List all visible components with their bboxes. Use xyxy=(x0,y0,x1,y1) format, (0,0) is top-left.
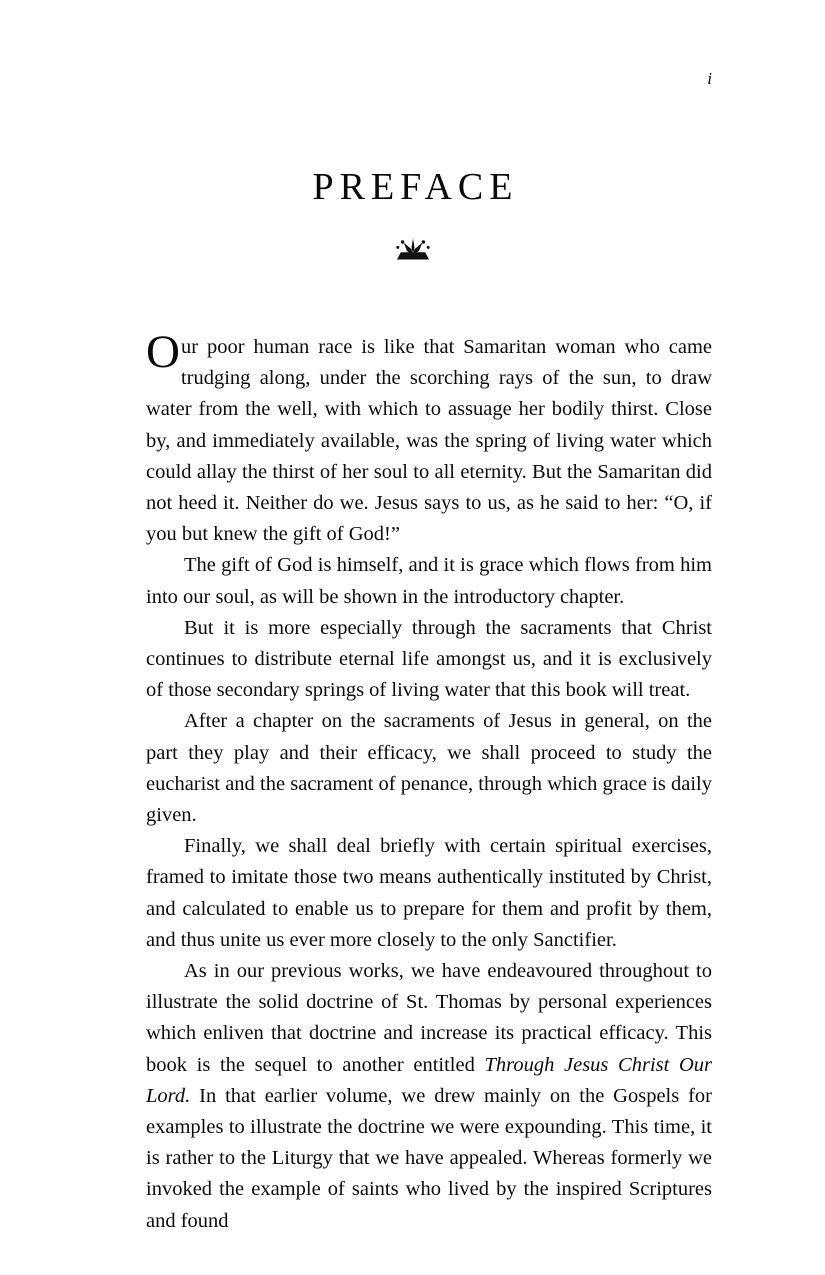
page-folio: i xyxy=(707,69,712,88)
paragraph-1 xyxy=(146,326,712,550)
page-title: PREFACE xyxy=(312,166,519,209)
paragraph-4: After a chapter on the sacraments of Jesus in general, on the part they play and their efficacy, we shall proceed to study the eucharist and the sacrament of penance, through which grace is daily given. xyxy=(146,710,712,827)
paragraph-6-text-after: In that earlier volume, we drew mainly on the Gospels for examples to illustrate the doctrine we were expounding. This time, it is rather to the Liturgy that we have appealed. Whereas formerly we invoked the example of saints who lived by the inspired Scriptures and found xyxy=(146,1084,712,1232)
drop-cap: O xyxy=(146,326,180,378)
paragraph-5: Finally, we shall deal briefly with certain spiritual exercises, framed to imitate those two means authentically instituted by Christ, and calculated to enable us to prepare for them and profit by them, and thus unite us ever more closely to the only Sanctifier. xyxy=(146,835,712,951)
paragraph-3: But it is more especially through the sacraments that Christ continues to distribute eternal life amongst us, and it is exclusively of those secondary springs of living water that this book will treat. xyxy=(146,616,712,702)
referenced-book-title: Through Jesus Christ Our Lord. xyxy=(146,1053,713,1107)
paragraph-1-text: ur poor human race is like that Samaritan woman who came trudging along, under the scorching rays of the sun, to draw water from the well, with which to assuage her bodily thirst. Close by, and immediately available, was the spring of living water which could allay the thirst of her soul to all eternity. But the Samaritan did not heed it. Neither do we. Jesus says to us, as he said to her: “O, if you but knew the gift of God!” xyxy=(146,336,712,546)
paragraph-6-text-before: As in our previous works, we have endeavoured throughout to illustrate the solid doctrine of St. Thomas by personal experiences which enliven that doctrine and increase its practical efficacy. This book is the sequel to another entitled xyxy=(146,960,712,1076)
body-text xyxy=(146,326,713,1237)
fleuron-ornament xyxy=(0,238,825,260)
paragraph-6 xyxy=(146,956,712,1237)
paragraph-2: The gift of God is himself, and it is grace which flows from him into our soul, as will be shown in the introductory chapter. xyxy=(146,554,712,608)
